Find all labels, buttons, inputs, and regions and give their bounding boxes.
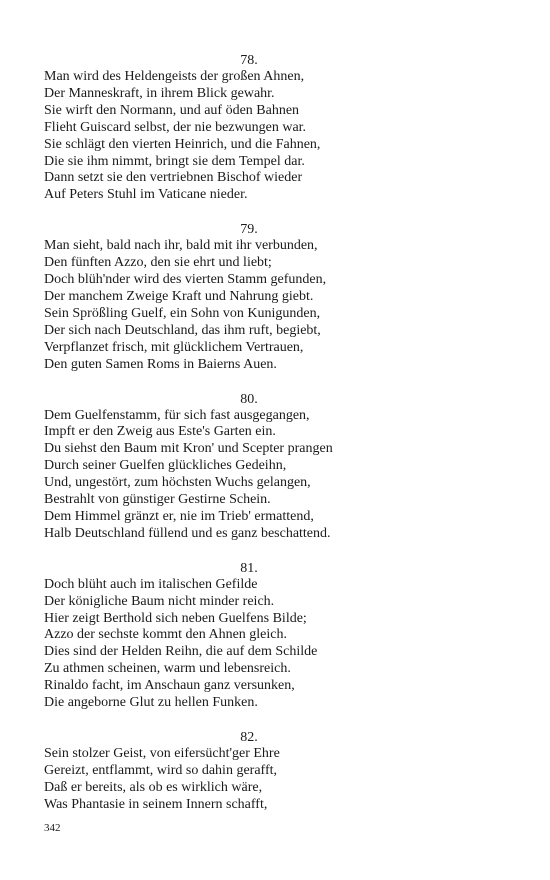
- verse-line: Doch blüh'nder wird des vierten Stamm gefunden,: [44, 272, 327, 288]
- stanza-81: [44, 560, 514, 712]
- verse-line: Doch blüht auch im italischen Gefilde: [44, 576, 258, 592]
- verse-line: Den guten Samen Roms in Baierns Auen.: [44, 356, 277, 372]
- verse-line: Durch seiner Guelfen glückliches Gedeihn,: [44, 458, 287, 474]
- verse-line: Der königliche Baum nicht minder reich.: [44, 593, 275, 609]
- stanza-number: 82.: [240, 730, 258, 745]
- verse-line: Rinaldo facht, im Anschaun ganz versunken,: [44, 678, 295, 694]
- verse-line: Was Phantasie in seinem Innern schafft,: [44, 796, 268, 812]
- stanza-number: 78.: [240, 53, 258, 68]
- verse-line: Gereizt, entflammt, wird so dahin gerafft,: [44, 762, 277, 778]
- stanza-78: [44, 52, 514, 204]
- verse-line: Der sich nach Deutschland, das ihm ruft, begiebt,: [44, 322, 321, 338]
- stanza-number: 81.: [240, 560, 258, 576]
- verse-line: Man sieht, bald nach ihr, bald mit ihr verbunden,: [44, 238, 318, 254]
- verse-line: Daß er bereits, als ob es wirklich wäre,: [44, 779, 263, 795]
- poem-text: [44, 52, 514, 831]
- verse-line: Die angeborne Glut zu hellen Funken.: [44, 695, 258, 711]
- verse-line: Flieht Guiscard selbst, der nie bezwungen war.: [44, 119, 307, 135]
- verse-line: Man wird des Heldengeists der großen Ahnen,: [44, 69, 305, 84]
- verse-line: Sie wirft den Normann, und auf öden Bahnen: [44, 102, 300, 118]
- verse-line: Halb Deutschland füllend und es ganz beschattend.: [44, 525, 331, 541]
- page-number: 342: [44, 822, 61, 834]
- verse-line: Der Manneskraft, in ihrem Blick gewahr.: [44, 85, 275, 101]
- verse-line: Dem Himmel gränzt er, nie im Trieb' ermattend,: [44, 508, 314, 524]
- verse-line: Azzo der sechste kommt den Ahnen gleich.: [44, 627, 287, 643]
- verse-line: Dann setzt sie den vertriebnen Bischof wieder: [44, 170, 303, 186]
- verse-line: Dem Guelfenstamm, für sich fast ausgegangen,: [44, 407, 310, 423]
- verse-line: Und, ungestört, zum höchsten Wuchs gelangen,: [44, 475, 311, 491]
- verse-line: Impft er den Zweig aus Este's Garten ein.: [44, 424, 276, 440]
- verse-line: Der manchem Zweige Kraft und Nahrung giebt.: [44, 288, 314, 304]
- verse-line: Dies sind der Helden Reihn, die auf dem Schilde: [44, 644, 318, 660]
- verse-line: Verpflanzet frisch, mit glücklichem Vertrauen,: [44, 339, 304, 355]
- stanza-82: [44, 729, 514, 814]
- stanza-80: [44, 391, 514, 543]
- verse-line: Den fünften Azzo, den sie ehrt und liebt;: [44, 255, 272, 271]
- verse-line: Sein stolzer Geist, von eifersücht'ger Ehre: [44, 746, 280, 761]
- verse-line: Bestrahlt von günstiger Gestirne Schein.: [44, 492, 271, 508]
- stanza-79: [44, 221, 514, 373]
- verse-line: Sein Sprößling Guelf, ein Sohn von Kunigunden,: [44, 305, 321, 321]
- verse-line: Hier zeigt Berthold sich neben Guelfens Bilde;: [44, 610, 307, 626]
- verse-line: Sie schlägt den vierten Heinrich, und die Fahnen,: [44, 136, 321, 152]
- verse-line: Du siehst den Baum mit Kron' und Scepter prangen: [44, 441, 333, 457]
- verse-line: Zu athmen scheinen, warm und lebensreich.: [44, 661, 291, 677]
- verse-line: Die sie ihm nimmt, bringt sie dem Tempel dar.: [44, 153, 305, 169]
- stanza-number: 79.: [240, 222, 258, 238]
- verse-line: Auf Peters Stuhl im Vaticane nieder.: [44, 187, 248, 203]
- stanza-number: 80.: [240, 391, 258, 407]
